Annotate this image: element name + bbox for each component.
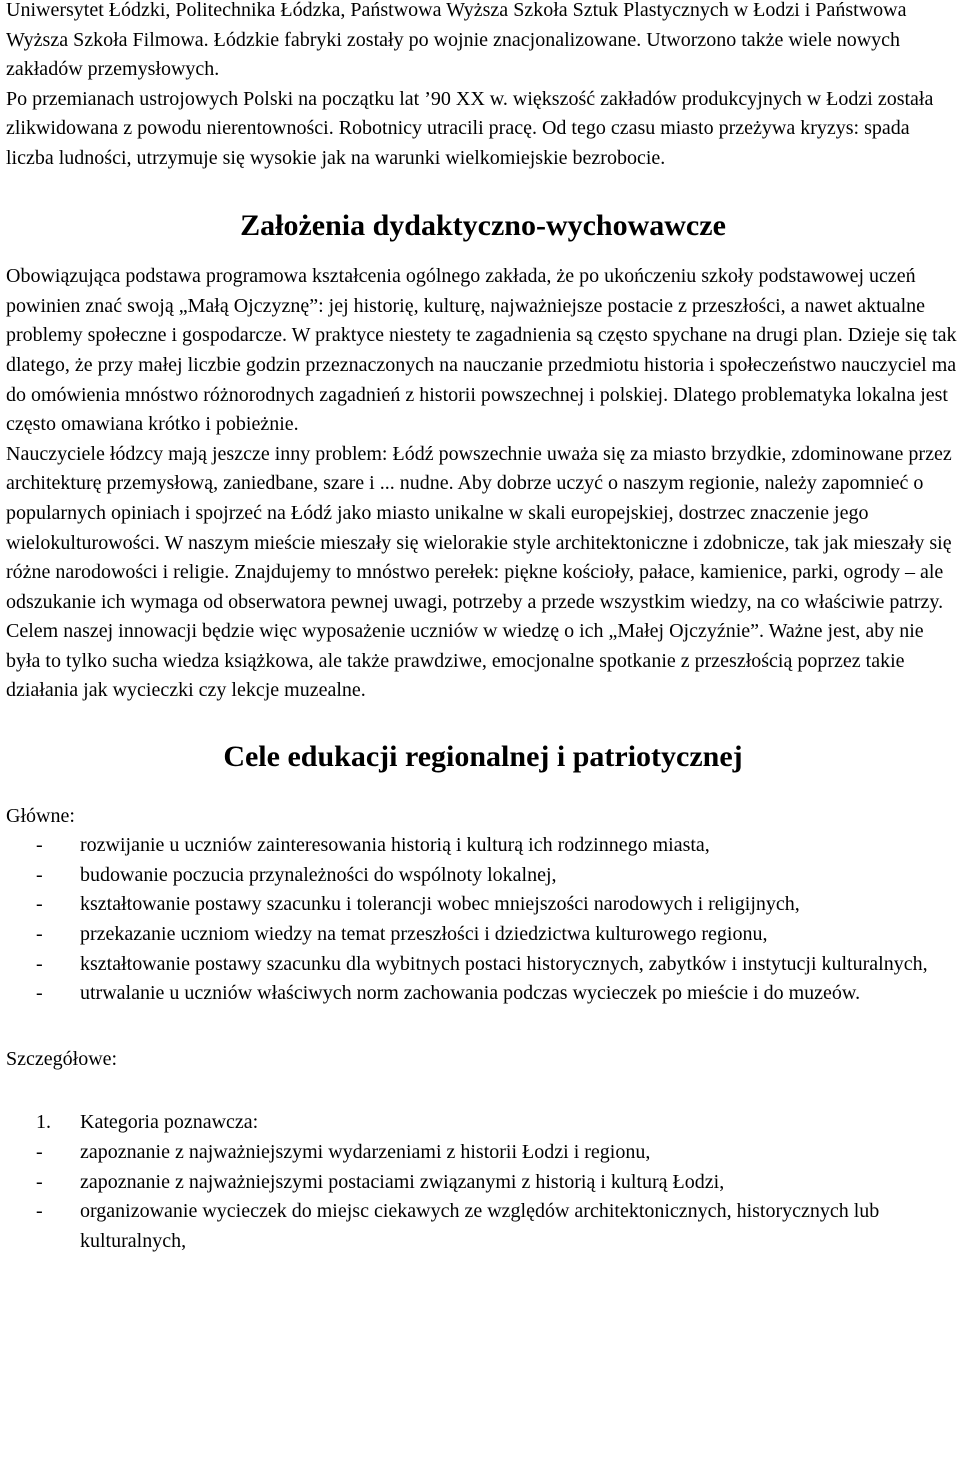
list-item bbox=[6, 950, 960, 980]
detail-categories-list bbox=[6, 1108, 960, 1138]
main-goals-label: Główne: bbox=[6, 804, 75, 827]
list-item-text: kształtowanie postawy szacunku i tolerancji wobec mniejszości narodowych i religijnych, bbox=[80, 893, 800, 916]
intro-paragraph-1: Uniwersytet Łódzki, Politechnika Łódzka, Państwowa Wyższa Szkoła Sztuk Plastycznych w Łodzi i Państwowa Wyższa Szkoła Filmowa. Łódzkie fabryki zostały po wojnie znacjonalizowane. Utworzono także wiele nowych zakładów przemysłowych. bbox=[6, 0, 907, 81]
didactic-paragraph-1: Obowiązująca podstawa programowa kształcenia ogólnego zakłada, że po ukończeniu szkoły podstawowej uczeń powinien znać swoją „Małą Ojczyznę”: jej historię, kulturę, najważniejsze postacie z przeszłości, a nawet aktualne problemy społeczne i gospodarcze. W praktyce niestety te zagadnienia są często spychane na drugi plan. Dzieje się tak dlatego, że przy małej liczbie godzin przeznaczonych na nauczanie przedmiotu historia i społeczeństwo nauczyciel ma do omówienia mnóstwo różnorodnych zagadnień z historii powszechnej i polskiej. Dlatego problematyka lokalna jest często omawiana krótko i pobieżnie. bbox=[6, 265, 957, 436]
list-item bbox=[6, 1168, 960, 1198]
list-item-text: rozwijanie u uczniów zainteresowania historią i kulturą ich rodzinnego miasta, bbox=[80, 834, 710, 857]
dash-bullet: - bbox=[36, 1170, 43, 1193]
detail-goals-label: Szczegółowe: bbox=[6, 1047, 118, 1070]
list-item bbox=[6, 1197, 960, 1256]
list-item-text: organizowanie wycieczek do miejsc ciekawych ze względów architektonicznych, historycznych lub kulturalnych, bbox=[80, 1200, 880, 1252]
main-goals-list bbox=[6, 831, 960, 1009]
dash-bullet: - bbox=[36, 923, 43, 946]
list-item bbox=[6, 1138, 960, 1168]
list-item bbox=[6, 831, 960, 861]
dash-bullet: - bbox=[36, 863, 43, 886]
list-item-text: kształtowanie postawy szacunku dla wybitnych postaci historycznych, zabytków i instytucji kulturalnych, bbox=[80, 952, 928, 975]
section-heading-didactic: Założenia dydaktyczno-wychowawcze bbox=[240, 208, 726, 242]
list-item bbox=[6, 920, 960, 950]
intro-paragraph-2: Po przemianach ustrojowych Polski na początku lat ’90 XX w. większość zakładów produkcyjnych w Łodzi została zlikwidowana z powodu nierentowności. Robotnicy utracili pracę. Od tego czasu miasto przeżywa kryzys: spada liczba ludności, utrzymuje się wysokie jak na warunki wielkomiejskie bezrobocie. bbox=[6, 87, 934, 169]
section-heading-goals: Cele edukacji regionalnej i patriotycznej bbox=[223, 740, 743, 774]
category-number: 1. bbox=[36, 1111, 51, 1134]
list-item-text: budowanie poczucia przynależności do wspólnoty lokalnej, bbox=[80, 863, 557, 886]
didactic-paragraph-3: Celem naszej innowacji będzie więc wyposażenie uczniów w wiedzę o ich „Małej Ojczyźnie”. Ważne jest, aby nie była to tylko sucha wiedza książkowa, ale także prawdziwe, emocjonalne spotkanie z przeszłością poprzez takie działania jak wycieczki czy lekcje muzealne. bbox=[6, 620, 924, 702]
list-item bbox=[6, 979, 960, 1009]
dash-bullet: - bbox=[36, 1200, 43, 1223]
category-1-items bbox=[6, 1138, 960, 1256]
dash-bullet: - bbox=[36, 982, 43, 1005]
list-item-text: zapoznanie z najważniejszymi wydarzeniami z historii Łodzi i regionu, bbox=[80, 1141, 651, 1163]
category-name: Kategoria poznawcza: bbox=[80, 1111, 259, 1134]
list-item-text: zapoznanie z najważniejszymi postaciami związanymi z historią i kulturą Łodzi, bbox=[80, 1170, 725, 1193]
list-item-text: utrwalanie u uczniów właściwych norm zachowania podczas wycieczek po mieście i do muzeów. bbox=[80, 982, 861, 1005]
dash-bullet: - bbox=[36, 1141, 43, 1163]
list-item bbox=[6, 890, 960, 920]
dash-bullet: - bbox=[36, 893, 43, 916]
list-item bbox=[6, 861, 960, 891]
category-heading bbox=[6, 1108, 960, 1138]
dash-bullet: - bbox=[36, 952, 43, 975]
list-item-text: przekazanie uczniom wiedzy na temat przeszłości i dziedzictwa kulturowego regionu, bbox=[80, 923, 768, 946]
dash-bullet: - bbox=[36, 834, 43, 857]
document-page bbox=[6, 0, 960, 1256]
didactic-paragraph-2: Nauczyciele łódzcy mają jeszcze inny problem: Łódź powszechnie uważa się za miasto brzydkie, zdominowane przez architekturę przemysłową, zaniedbane, szare i ... nudne. Aby dobrze uczyć o naszym regionie, należy zapomnieć o popularnych opiniach i spojrzeć na Łódź jako miasto unikalne w skali europejskiej, dostrzec znaczenie jego wielokulturowości. W naszym mieście mieszały się wielorakie style architektoniczne i zdobnicze, tak jak mieszały się różne narodowości i religie. Znajdujemy to mnóstwo perełek: piękne kościoły, pałace, kamienice, parki, ogrody – ale odszukanie ich wymaga od obserwatora pewnej uwagi, potrzeby a przede wszystkim wiedzy, na co właściwie patrzy. bbox=[6, 442, 952, 613]
